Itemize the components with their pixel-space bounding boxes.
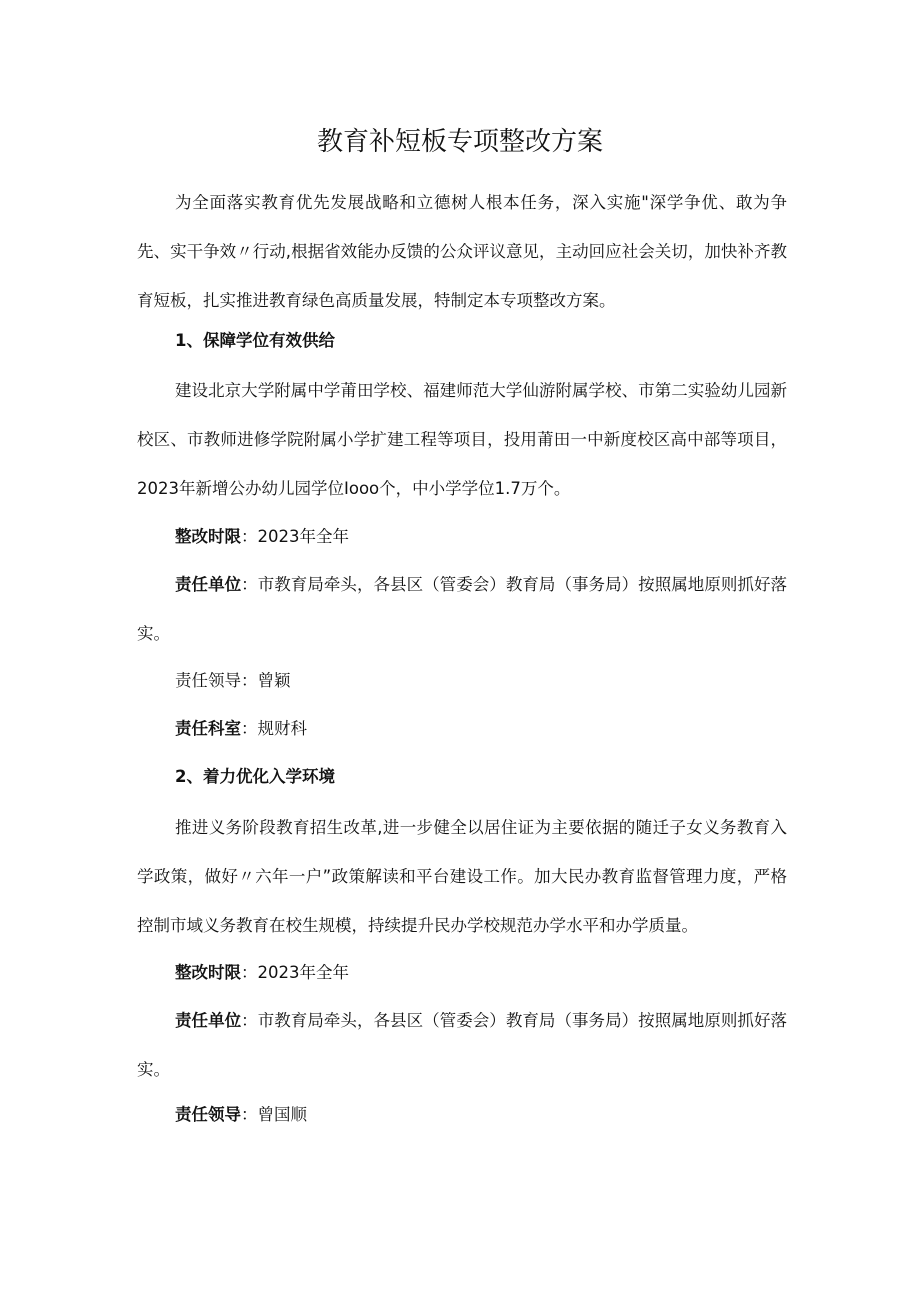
section-2-unit bbox=[137, 996, 787, 1094]
unit-value: ：市教育局牵头，各县区（管委会）教育局（事务局）按照属地原则抓好落实。 bbox=[137, 1011, 788, 1079]
section-1-unit bbox=[137, 560, 787, 658]
section-2-body: 推进义务阶段教育招生改革,进一步健全以居住证为主要依据的随迁子女义务教育入学政策，做好〃六年一户”政策解读和平台建设工作。加大民办教育监督管理力度，严格控制市域义务教育在校生规模，持续提升民办学校规范办学水平和办学质量。 bbox=[137, 818, 787, 935]
document-title: 教育补短板专项整改方案 bbox=[316, 127, 603, 157]
section-1-heading: 1、保障学位有效供给 bbox=[175, 331, 335, 350]
section-1-office bbox=[137, 704, 787, 753]
deadline-value: ：2023年全年 bbox=[241, 963, 349, 982]
section-2-leader bbox=[137, 1090, 787, 1139]
section-1-body: 建设北京大学附属中学莆田学校、福建师范大学仙游附属学校、市第二实验幼儿园新校区、市教师进修学院附属小学扩建工程等项目，投用莆田一中新度校区高中部等项目，2023年新增公办幼儿园学位Iooo个，中小学学位1.7万个。 bbox=[137, 381, 787, 498]
deadline-value: ：2023年全年 bbox=[241, 527, 349, 546]
office-value: ：规财科 bbox=[241, 719, 307, 738]
unit-value: ：市教育局牵头，各县区（管委会）教育局（事务局）按照属地原则抓好落实。 bbox=[137, 575, 788, 643]
deadline-label: 整改时限 bbox=[175, 527, 241, 546]
section-1-deadline bbox=[137, 512, 787, 561]
section-2-heading: 2、着力优化入学环境 bbox=[175, 767, 335, 786]
section-1-leader: 责任领导：曾颖 bbox=[175, 671, 291, 690]
intro-paragraph: 为全面落实教育优先发展战略和立德树人根本任务，深入实施"深学争优、敢为争先、实干争效〃行动,根据省效能办反馈的公众评议意见，主动回应社会关切，加快补齐教育短板，扎实推进教育绿色高质量发展，特制定本专项整改方案。 bbox=[137, 193, 787, 310]
unit-label: 责任单位 bbox=[175, 575, 242, 594]
leader-label: 责任领导 bbox=[175, 1105, 241, 1124]
section-2-deadline bbox=[137, 948, 787, 997]
leader-value: ：曾国顺 bbox=[241, 1105, 307, 1124]
office-label: 责任科室 bbox=[175, 719, 241, 738]
deadline-label: 整改时限 bbox=[175, 963, 241, 982]
unit-label: 责任单位 bbox=[175, 1011, 242, 1030]
